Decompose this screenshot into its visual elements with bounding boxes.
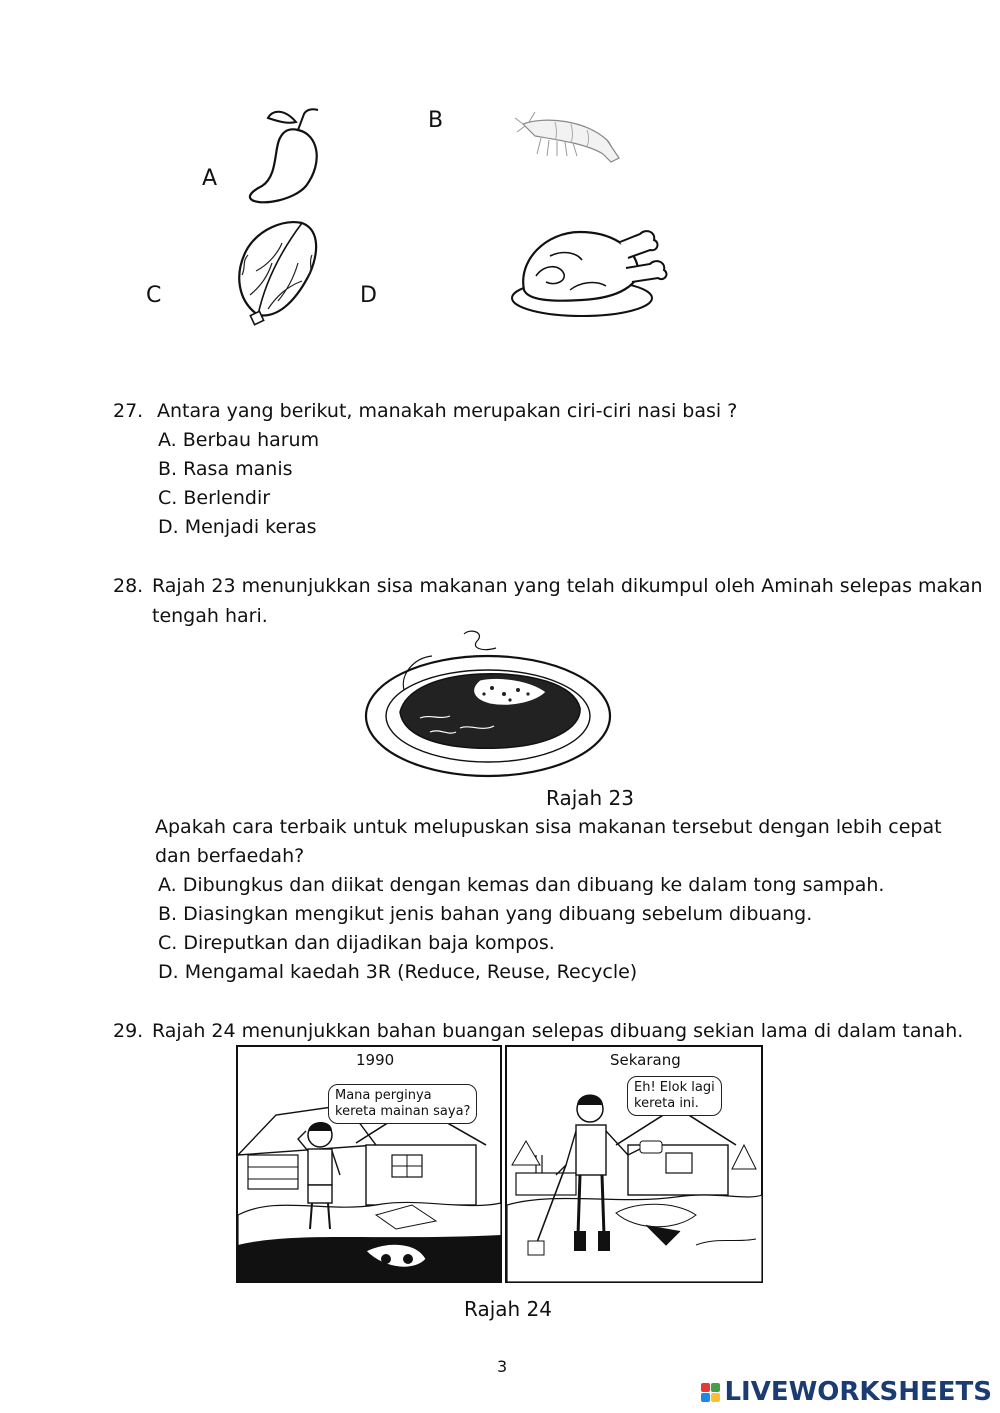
liveworksheets-logo[interactable] [701, 1377, 992, 1407]
q27-option-d[interactable]: D. Menjadi keras [158, 516, 317, 538]
panel-left-bubble-line1: Mana perginya [335, 1088, 432, 1103]
mango-illustration [240, 100, 340, 210]
panel-left-title: 1990 [352, 1051, 398, 1069]
q27-option-c[interactable]: C. Berlendir [158, 487, 271, 509]
q28-option-d[interactable]: D. Mengamal kaedah 3R (Reduce, Reuse, Recycle) [158, 961, 638, 983]
q27-number: 27. [113, 400, 144, 422]
panel-left-speech-bubble [328, 1084, 477, 1124]
cabbage-illustration [228, 215, 328, 325]
q27-option-b[interactable]: B. Rasa manis [158, 458, 293, 480]
option-label-b: B [428, 108, 444, 133]
panel-right-bubble-line1: Eh! Elok lagi [634, 1080, 715, 1095]
q29-text: Rajah 24 menunjukkan bahan buangan selepas dibuang sekian lama di dalam tanah. [152, 1020, 964, 1042]
page-number: 3 [497, 1357, 508, 1376]
leftover-food-plate-illustration [360, 628, 622, 783]
q28-question-line2: dan berfaedah? [155, 845, 305, 867]
option-label-d: D [360, 283, 377, 308]
q28-number: 28. [113, 575, 144, 597]
panel-right-speech-bubble [627, 1076, 722, 1116]
rajah-24-caption: Rajah 24 [464, 1297, 553, 1321]
q28-text-line2: tengah hari. [152, 605, 268, 627]
liveworksheets-logo-icon [701, 1383, 720, 1402]
liveworksheets-brand-name: LIVEWORKSHEETS [724, 1377, 992, 1407]
panel-left-bubble-line2: kereta mainan saya? [335, 1104, 471, 1119]
roast-chicken-illustration [510, 220, 670, 325]
q28-text-line1: Rajah 23 menunjukkan sisa makanan yang telah dikumpul oleh Aminah selepas makan [152, 575, 983, 597]
q28-option-c[interactable]: C. Direputkan dan dijadikan baja kompos. [158, 932, 555, 954]
panel-right-bubble-line2: kereta ini. [634, 1096, 699, 1111]
option-label-a: A [202, 166, 218, 191]
q28-option-b[interactable]: B. Diasingkan mengikut jenis bahan yang dibuang sebelum dibuang. [158, 903, 813, 925]
rajah-23-caption: Rajah 23 [546, 786, 635, 810]
q28-option-a[interactable]: A. Dibungkus dan diikat dengan kemas dan dibuang ke dalam tong sampah. [158, 874, 885, 896]
q29-number: 29. [113, 1020, 144, 1042]
q27-text: Antara yang berikut, manakah merupakan ciri-ciri nasi basi ? [157, 400, 738, 422]
option-label-c: C [146, 283, 162, 308]
shrimp-illustration [515, 110, 625, 170]
panel-right-title: Sekarang [606, 1051, 685, 1069]
q28-question-line1: Apakah cara terbaik untuk melupuskan sisa makanan tersebut dengan lebih cepat [155, 816, 942, 838]
q27-option-a[interactable]: A. Berbau harum [158, 429, 320, 451]
